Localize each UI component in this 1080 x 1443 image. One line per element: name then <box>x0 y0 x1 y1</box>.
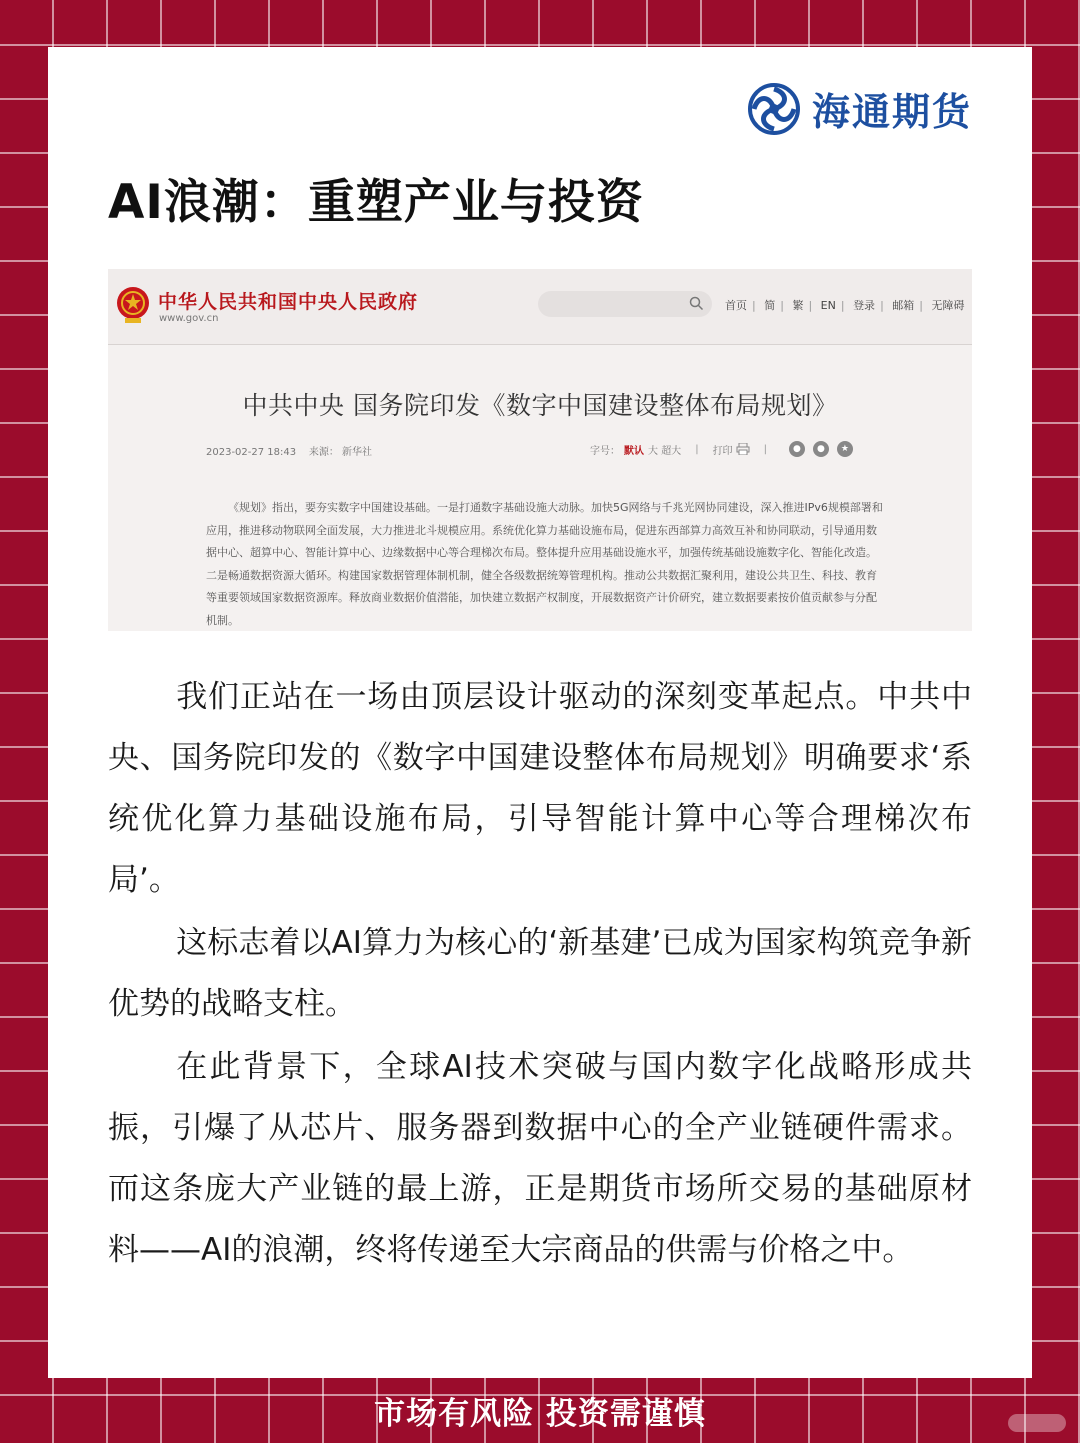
favorite-star-icon: ★ <box>837 441 853 457</box>
search-icon <box>689 296 704 311</box>
paragraph-2: 这标志着以AI算力为核心的‘新基建’已成为国家构筑竞争新优势的战略支柱。 <box>108 925 972 1022</box>
wechat-share-icon: ● <box>813 441 829 457</box>
platform-watermark <box>1008 1414 1066 1432</box>
nav-login: 登录 <box>853 299 876 312</box>
main-text <box>108 667 972 1283</box>
nav-traditional: 繁 <box>792 299 804 312</box>
print-label: 打印 <box>712 445 733 457</box>
page-title: AI浪潮：重塑产业与投资 <box>108 175 644 230</box>
gov-site-name: 中华人民共和国中央人民政府 <box>158 291 419 313</box>
font-size-large: 大 <box>648 445 658 457</box>
article-source: 新华社 <box>342 447 373 458</box>
font-size-label: 字号： <box>590 445 620 457</box>
nav-mail: 邮箱 <box>892 299 915 312</box>
font-size-default: 默认 <box>624 445 644 457</box>
gov-nav: 首页 | 简 | 繁 | EN | 登录 | 邮箱 | 无障碍 <box>725 299 965 312</box>
weibo-share-icon: ● <box>789 441 805 457</box>
nav-accessibility: 无障碍 <box>931 299 965 312</box>
paragraph-3: 在此背景下，全球AI技术突破与国内数字化战略形成共振，引爆了从芯片、服务器到数据中心的全产业链硬件需求。而这条庞大产业链的最上游，正是期货市场所交易的基础原材料——AI的浪潮，终将传递至大宗商品的供需与价格之中。 <box>108 1049 972 1268</box>
nav-english: EN <box>820 299 836 312</box>
risk-disclaimer: 市场有风险 投资需谨慎 <box>374 1396 706 1432</box>
content-card <box>48 47 1032 1378</box>
article-title: 中共中央 国务院印发《数字中国建设整体布局规划》 <box>242 391 838 420</box>
gov-site-header <box>108 269 972 345</box>
nav-home: 首页 <box>725 299 747 312</box>
font-size-xlarge: 超大 <box>661 445 682 457</box>
gov-website-screenshot <box>108 269 972 631</box>
article-tools: 字号： 默认 大 超大 | 打印 | ● ● ★ <box>590 441 853 457</box>
article-meta <box>206 443 372 458</box>
national-emblem-icon <box>114 285 152 325</box>
printer-icon <box>736 443 750 455</box>
article-body: 《规划》指出，要夯实数字中国建设基础。一是打通数字基础设施大动脉。加快5G网络与千兆光网协同建设，深入推进IPv6规模部署和应用，推进移动物联网全面发展，大力推进北斗规模应用。系统优化算力基础设施布局，促进东西部算力高效互补和协同联动，引导通用数据中心、超算中心、智能计算中心、边缘数据中心等合理梯次布局。整体提升应用基础设施水平，加强传统基础设施数字化、智能化改造。二是畅通数据资源大循环。构建国家数据管理体制机制，健全各级数据统筹管理机构。推动公共数据汇聚利用，建设公共卫生、科技、教育等重要领域国家数据资源库。释放商业数据价值潜能，加快建立数据产权制度，开展数据资产计价研究，建立数据要素按价值贡献参与分配机制。 <box>206 501 883 627</box>
gov-search-input <box>538 291 712 317</box>
brand-name: 海通期货 <box>811 89 972 134</box>
brand-logo <box>748 81 972 136</box>
haitong-swirl-logo-icon <box>748 83 800 135</box>
article-date: 2023-02-27 18:43 <box>206 447 297 458</box>
gov-site-url: www.gov.cn <box>159 313 219 324</box>
nav-simplified: 简 <box>764 299 776 312</box>
source-label: 来源： <box>308 447 339 458</box>
paragraph-1: 我们正站在一场由顶层设计驱动的深刻变革起点。中共中央、国务院印发的《数字中国建设整体布局规划》明确要求‘系统优化算力基础设施布局，引导智能计算中心等合理梯次布局’。 <box>108 679 972 898</box>
